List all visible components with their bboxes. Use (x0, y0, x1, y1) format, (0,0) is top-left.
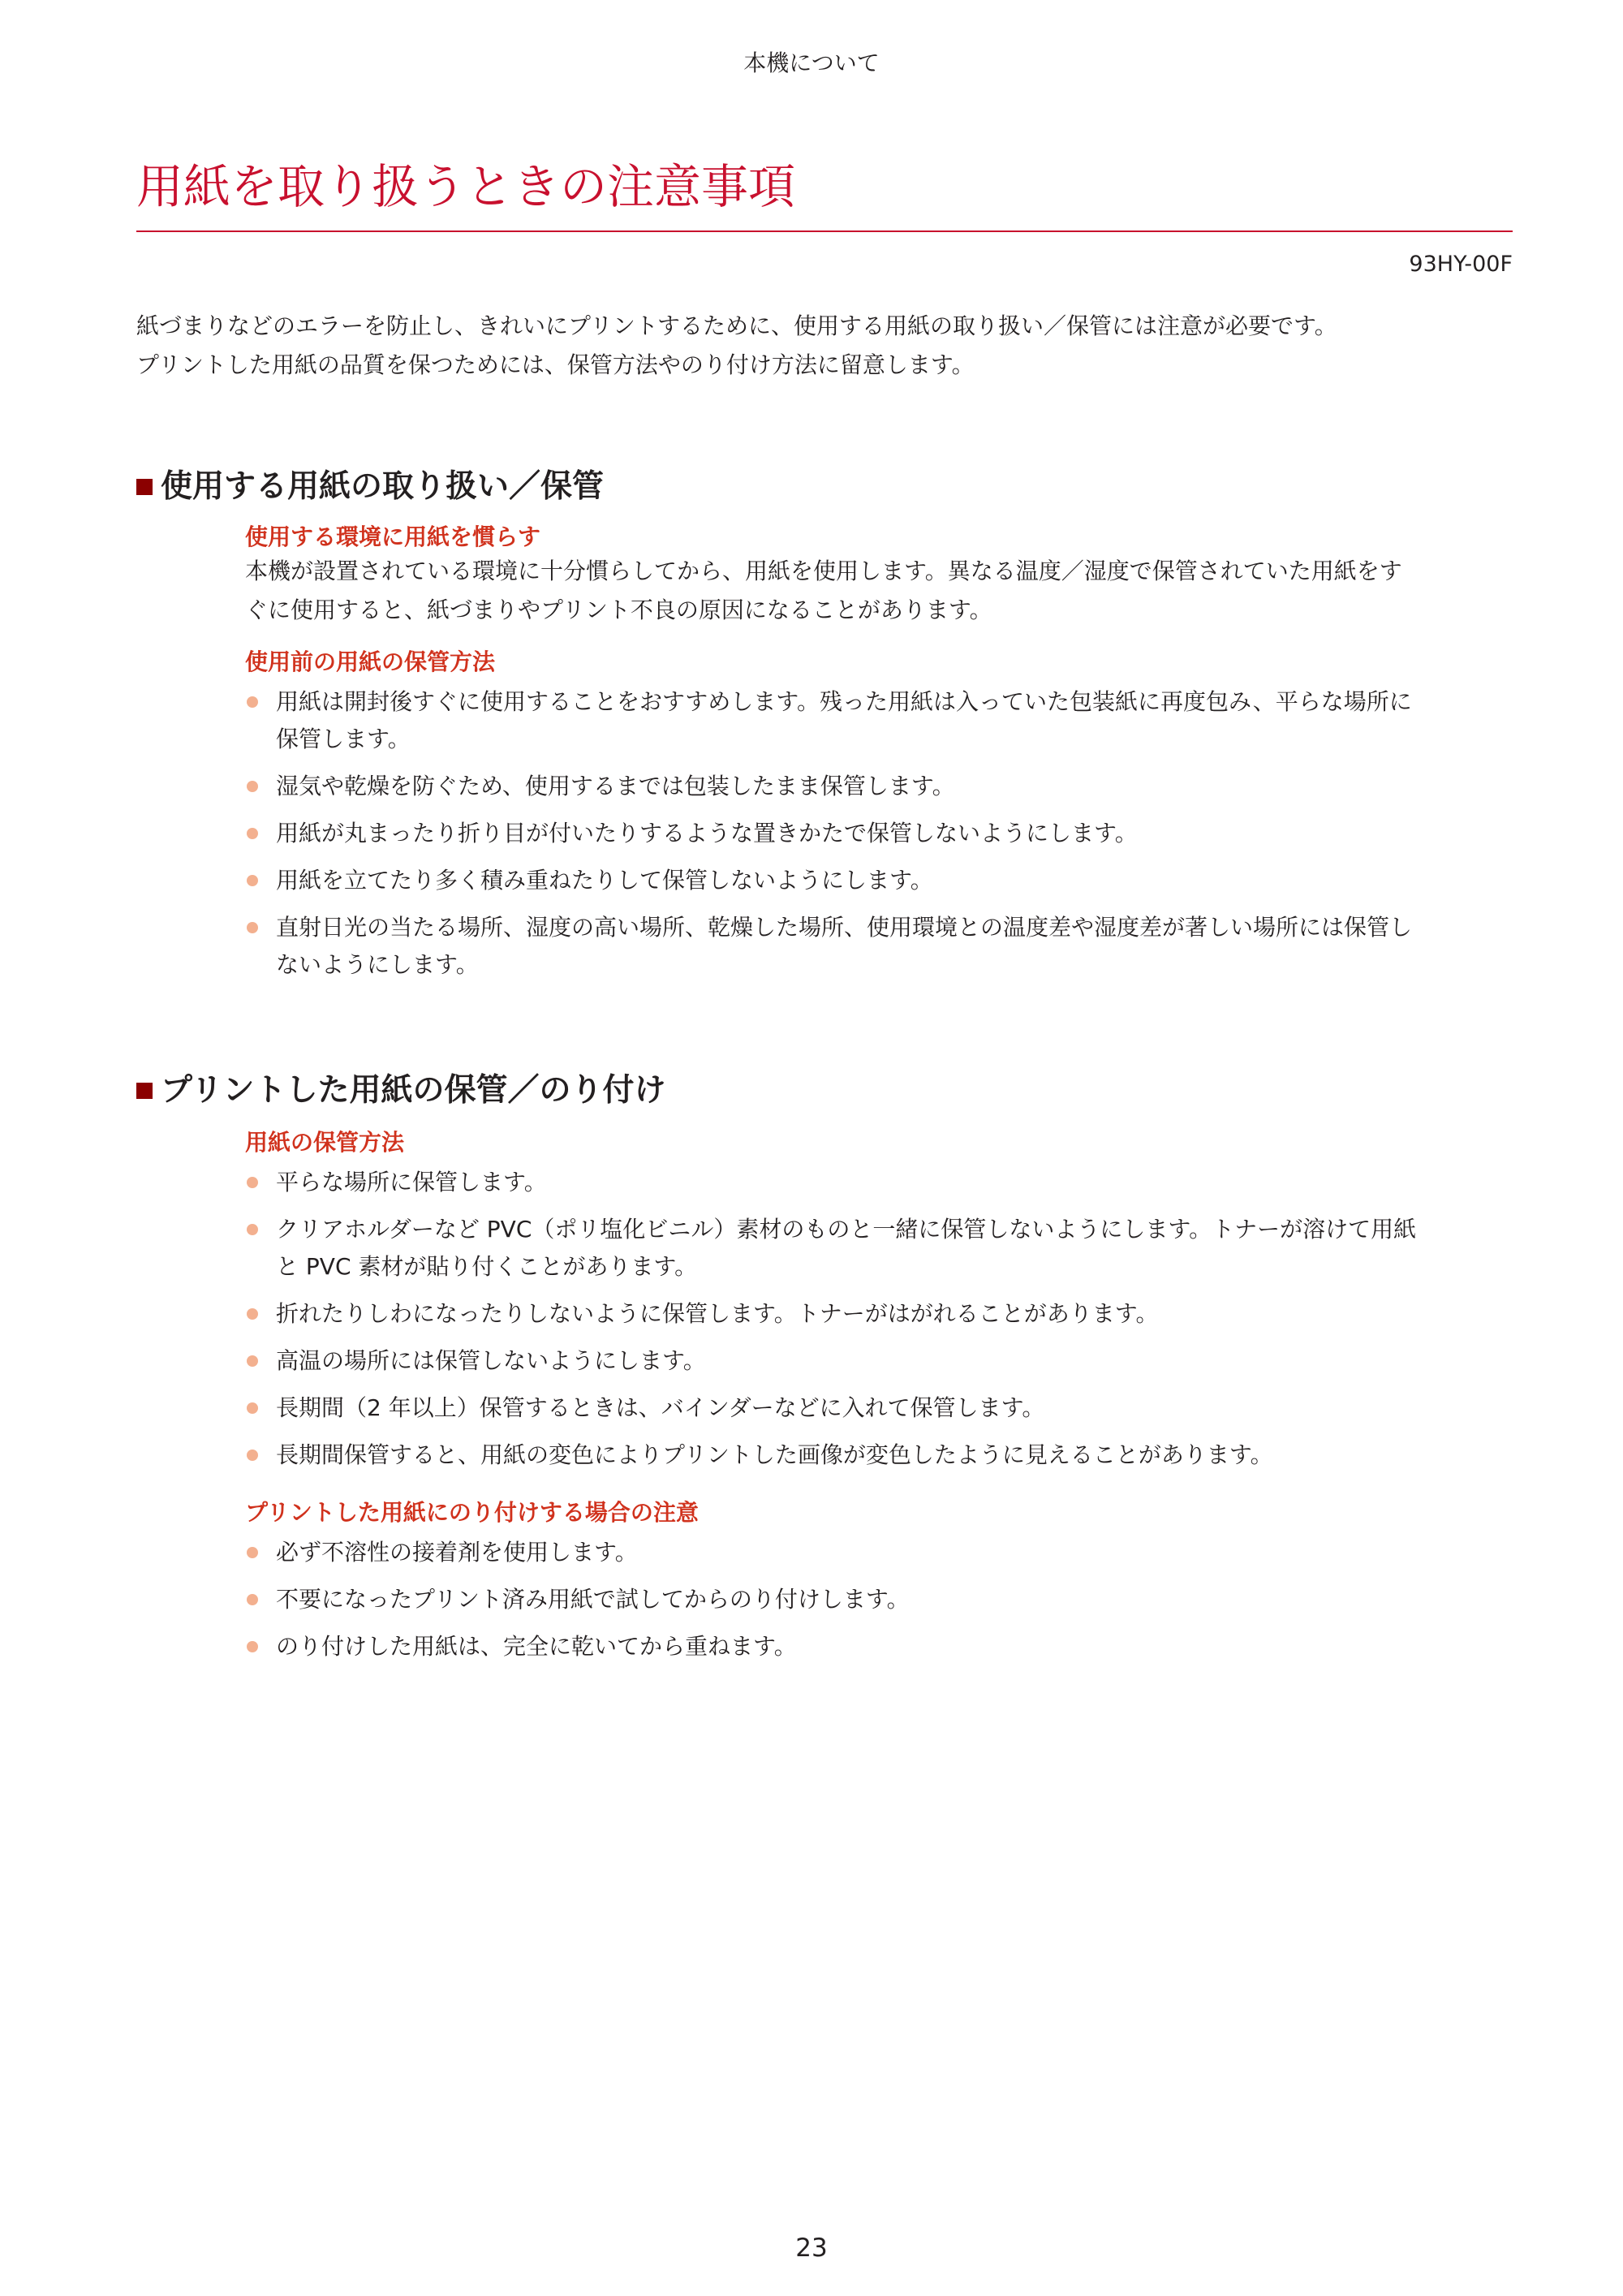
list-item (245, 768, 1515, 805)
paper-storage-list (245, 1164, 1515, 1484)
list-item (245, 1164, 1515, 1201)
list-item (245, 1628, 1515, 1665)
list-item-line: 平らな場所に保管します。 (276, 1169, 547, 1195)
list-item-line: と PVC 素材が貼り付くことがあります。 (276, 1253, 698, 1280)
document-code: 93HY-00F (1409, 252, 1513, 277)
section-heading-printed-paper (136, 1065, 665, 1110)
list-item-line: 用紙は開封後すぐに使用することをおすすめします。残った用紙は入っていた包装紙に再度包み、平らな場所に (276, 688, 1412, 715)
bullet-icon (247, 1450, 258, 1461)
square-bullet-icon (136, 1083, 153, 1099)
list-item (245, 683, 1515, 758)
section-heading-handling (136, 461, 604, 506)
list-item-line: 湿気や乾燥を防ぐため、使用するまでは包装したまま保管します。 (276, 773, 955, 799)
bullet-icon (247, 828, 258, 839)
list-item-line: 用紙が丸まったり折り目が付いたりするような置きかたで保管しないようにします。 (276, 820, 1138, 846)
sub-heading-glue-caution: プリントした用紙にのり付けする場合の注意 (245, 1499, 699, 1526)
paragraph-line: ぐに使用すると、紙づまりやプリント不良の原因になることがあります。 (245, 597, 992, 623)
list-item (245, 1295, 1515, 1333)
storage-before-use-list (245, 683, 1515, 993)
bullet-icon (247, 1308, 258, 1320)
list-item (245, 1342, 1515, 1380)
list-item-line: 折れたりしわになったりしないように保管します。トナーがはがれることがあります。 (276, 1300, 1159, 1327)
bullet-icon (247, 1402, 258, 1414)
page-title: 用紙を取り扱うときの注意事項 (136, 159, 796, 214)
list-item (245, 909, 1515, 984)
list-item-line: 保管します。 (276, 726, 411, 752)
list-item-line: クリアホルダーなど PVC（ポリ塩化ビニル）素材のものと一緒に保管しないようにします。トナーが溶けて用紙 (276, 1216, 1417, 1243)
bullet-icon (247, 1547, 258, 1558)
list-item (245, 815, 1515, 852)
list-item-line: 長期間（2 年以上）保管するときは、バインダーなどに入れて保管します。 (276, 1394, 1045, 1421)
list-item-line: のり付けした用紙は、完全に乾いてから重ねます。 (276, 1633, 797, 1660)
acclimate-paragraph (245, 552, 1511, 630)
section-heading-text: 使用する用紙の取り扱い／保管 (161, 468, 605, 505)
bullet-icon (247, 1355, 258, 1367)
list-item (245, 862, 1515, 899)
list-item (245, 1581, 1515, 1618)
intro-line: プリントした用紙の品質を保つためには、保管方法やのり付け方法に留意します。 (136, 351, 975, 378)
list-item (245, 1534, 1515, 1571)
list-item-line: 長期間保管すると、用紙の変色によりプリントした画像が変色したように見えることがあります。 (276, 1441, 1273, 1468)
list-item-line: 必ず不溶性の接着剤を使用します。 (276, 1539, 638, 1566)
section-heading-text: プリントした用紙の保管／のり付け (161, 1072, 666, 1109)
list-item-line: 用紙を立てたり多く積み重ねたりして保管しないようにします。 (276, 867, 933, 894)
title-rule (136, 230, 1513, 232)
list-item (245, 1437, 1515, 1474)
list-item (245, 1211, 1515, 1286)
intro-line: 紙づまりなどのエラーを防止し、きれいにプリントするために、使用する用紙の取り扱い／保管には注意が必要です。 (136, 312, 1337, 339)
bullet-icon (247, 1224, 258, 1235)
sub-heading-acclimate: 使用する環境に用紙を慣らす (245, 523, 541, 550)
bullet-icon (247, 922, 258, 933)
list-item-line: 高温の場所には保管しないようにします。 (276, 1347, 706, 1374)
list-item-line: ないようにします。 (276, 951, 479, 978)
list-item-line: 不要になったプリント済み用紙で試してからのり付けします。 (276, 1586, 910, 1613)
square-bullet-icon (136, 479, 153, 495)
bullet-icon (247, 696, 258, 708)
paragraph-line: 本機が設置されている環境に十分慣らしてから、用紙を使用します。異なる温度／湿度で保管されていた用紙をす (245, 558, 1402, 584)
list-item (245, 1389, 1515, 1427)
sub-heading-storage-before-use: 使用前の用紙の保管方法 (245, 648, 496, 675)
running-header: 本機について (743, 50, 880, 76)
bullet-icon (247, 781, 258, 792)
list-item-line: 直射日光の当たる場所、湿度の高い場所、乾燥した場所、使用環境との温度差や湿度差が著しい場所には保管し (276, 914, 1413, 941)
bullet-icon (247, 1641, 258, 1652)
page-number: 23 (795, 2234, 828, 2263)
intro-text (136, 307, 1516, 385)
bullet-icon (247, 1594, 258, 1605)
bullet-icon (247, 875, 258, 886)
sub-heading-paper-storage: 用紙の保管方法 (245, 1129, 405, 1156)
bullet-icon (247, 1177, 258, 1188)
glue-caution-list (245, 1534, 1515, 1675)
